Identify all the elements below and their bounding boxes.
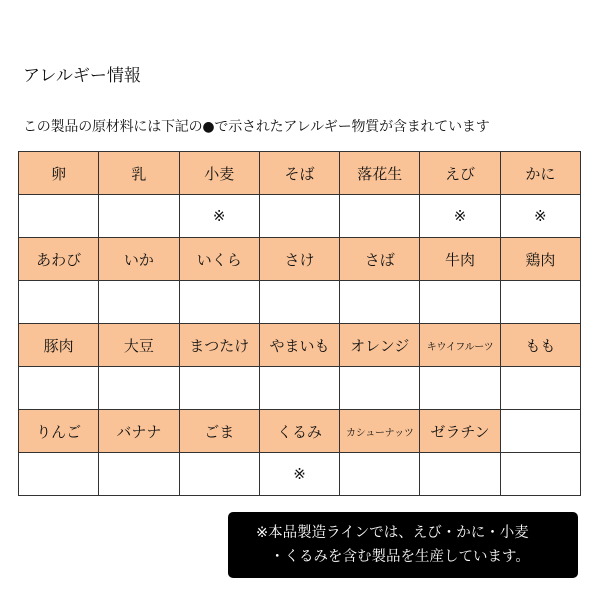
allergen-name-cell: ごま [179, 410, 259, 453]
notice-line-1: ※本品製造ラインでは、えび・かに・小麦 [256, 525, 529, 541]
allergen-name-cell: かに [500, 152, 580, 195]
allergen-mark-cell [340, 453, 420, 496]
allergen-name-cell-empty [500, 410, 580, 453]
allergen-name-cell: カシューナッツ [340, 410, 420, 453]
allergen-name-cell: 鶏肉 [500, 238, 580, 281]
allergen-mark-cell: ※ [179, 195, 259, 238]
allergen-name-cell: いくら [179, 238, 259, 281]
allergen-name-cell: 牛肉 [420, 238, 500, 281]
allergen-mark-row [19, 281, 581, 324]
allergen-mark-cell [340, 367, 420, 410]
allergen-mark-cell [99, 195, 179, 238]
allergen-mark-cell [19, 367, 99, 410]
allergen-mark-cell [179, 281, 259, 324]
allergen-name-cell: いか [99, 238, 179, 281]
allergen-mark-row [19, 195, 581, 238]
allergen-name-cell: バナナ [99, 410, 179, 453]
allergen-name-cell: りんご [19, 410, 99, 453]
page-subtitle: この製品の原材料には下記の●で示されたアレルギー物質が含まれています [23, 119, 490, 135]
allergen-name-cell: そば [259, 152, 339, 195]
allergen-name-cell: えび [420, 152, 500, 195]
allergen-name-cell: ゼラチン [420, 410, 500, 453]
allergen-mark-cell [259, 281, 339, 324]
allergen-name-row [19, 410, 581, 453]
allergen-mark-cell [19, 281, 99, 324]
allergen-mark-cell [500, 453, 580, 496]
allergen-name-cell: やまいも [259, 324, 339, 367]
allergen-name-row [19, 238, 581, 281]
allergen-mark-cell [19, 195, 99, 238]
allergen-mark-row [19, 367, 581, 410]
allergen-name-cell: あわび [19, 238, 99, 281]
allergen-name-cell: 落花生 [340, 152, 420, 195]
allergen-mark-cell [19, 453, 99, 496]
allergen-name-cell: さば [340, 238, 420, 281]
allergen-mark-cell [259, 195, 339, 238]
allergen-name-cell: もも [500, 324, 580, 367]
allergen-mark-row [19, 453, 581, 496]
allergen-mark-cell: ※ [259, 453, 339, 496]
allergen-mark-cell [99, 281, 179, 324]
allergen-name-cell: 小麦 [179, 152, 259, 195]
allergen-mark-cell [420, 367, 500, 410]
allergen-name-cell: 大豆 [99, 324, 179, 367]
allergen-name-cell: 卵 [19, 152, 99, 195]
allergen-mark-cell [340, 281, 420, 324]
allergen-mark-cell [340, 195, 420, 238]
allergen-name-row [19, 152, 581, 195]
notice-line-2: ・くるみを含む製品を生産しています。 [270, 549, 530, 565]
allergen-mark-cell [179, 453, 259, 496]
allergen-mark-cell [500, 367, 580, 410]
allergen-mark-cell [99, 367, 179, 410]
allergen-name-row [19, 324, 581, 367]
allergen-name-cell: 豚肉 [19, 324, 99, 367]
allergen-mark-cell: ※ [500, 195, 580, 238]
allergen-mark-cell [99, 453, 179, 496]
page-title: アレルギー情報 [23, 66, 141, 86]
allergen-mark-cell [179, 367, 259, 410]
allergen-mark-cell [420, 281, 500, 324]
allergen-table [18, 151, 581, 496]
allergen-name-cell: くるみ [259, 410, 339, 453]
allergen-name-cell: まつたけ [179, 324, 259, 367]
allergen-name-cell: オレンジ [340, 324, 420, 367]
allergen-mark-cell: ※ [420, 195, 500, 238]
allergen-mark-cell [259, 367, 339, 410]
allergen-name-cell: さけ [259, 238, 339, 281]
allergen-name-cell: キウイフルーツ [420, 324, 500, 367]
allergen-mark-cell [500, 281, 580, 324]
allergen-mark-cell [420, 453, 500, 496]
production-notice [228, 512, 578, 578]
allergen-name-cell: 乳 [99, 152, 179, 195]
